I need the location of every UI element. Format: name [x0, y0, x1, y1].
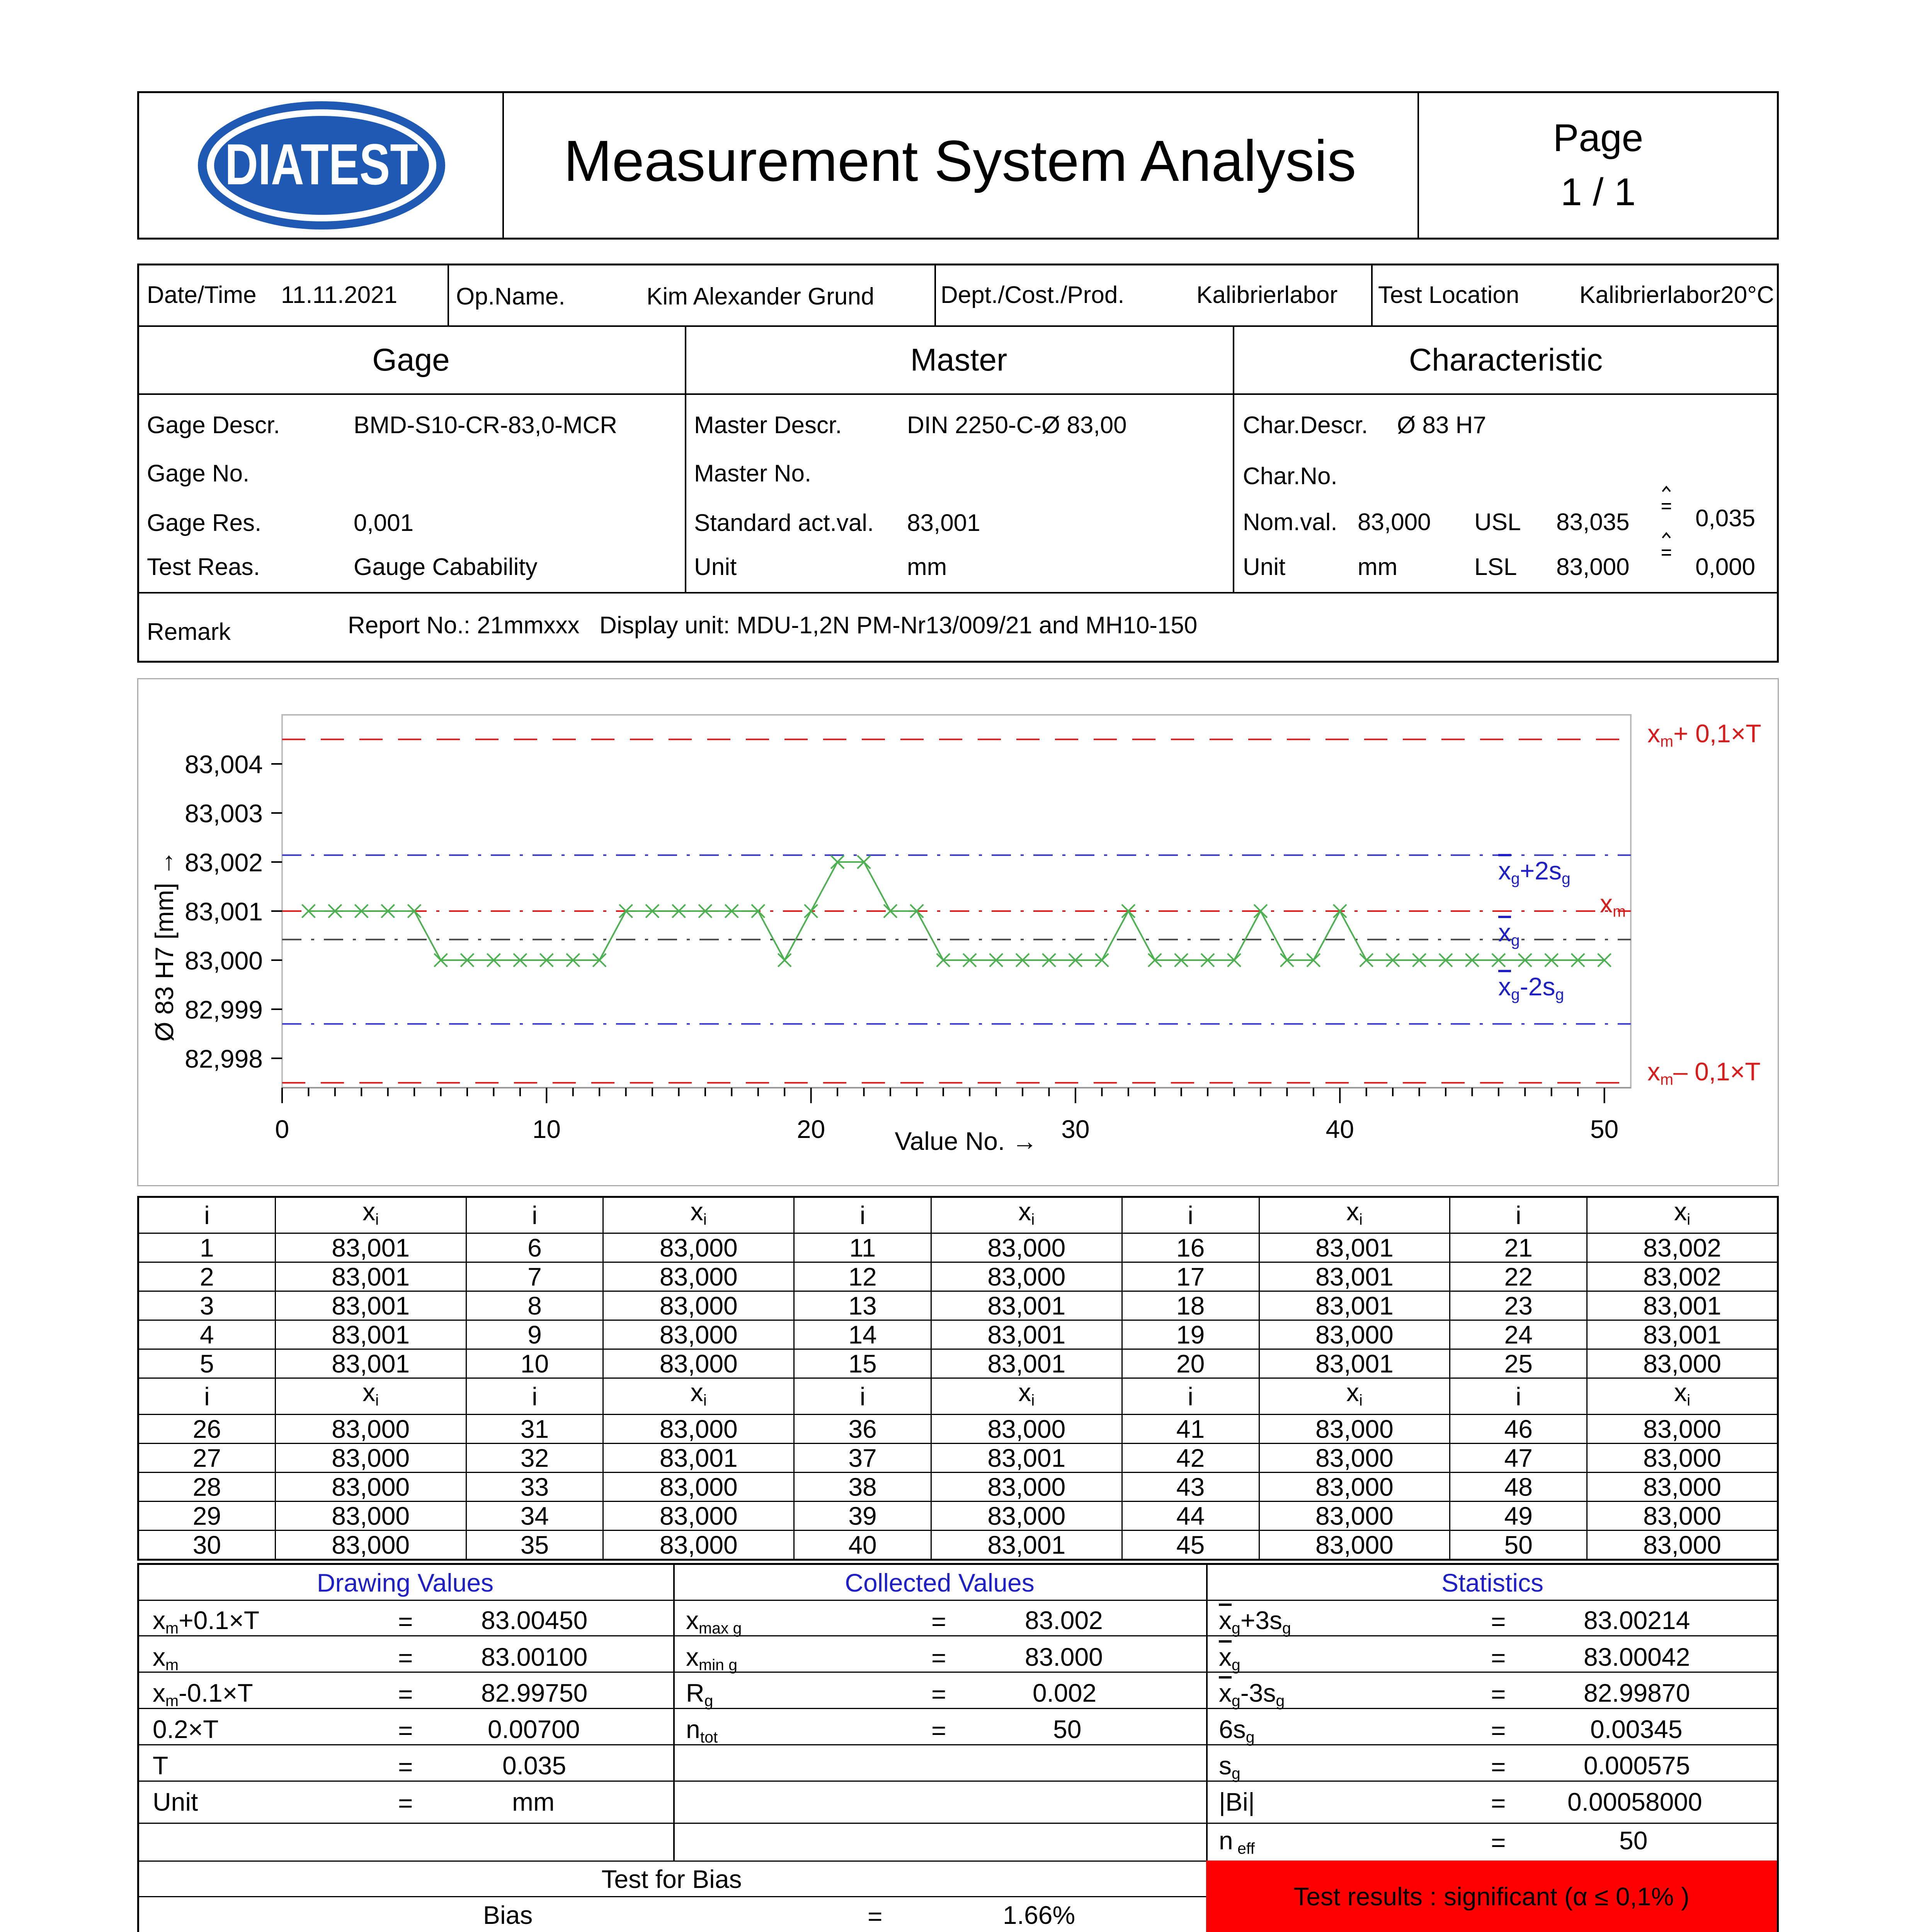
xg-plus-3sg-value: 83.00214	[1584, 1606, 1690, 1634]
master-unit-value: mm	[907, 554, 947, 580]
table-cell: 83,001	[1587, 1320, 1778, 1349]
table-cell: 83,001	[603, 1443, 794, 1472]
table-cell: 21	[1450, 1233, 1587, 1262]
table-cell: 20	[1122, 1349, 1259, 1378]
equals-sign: =	[931, 1680, 946, 1708]
equals-sign: =	[1491, 1752, 1506, 1781]
table-cell: 83,001	[931, 1320, 1122, 1349]
lsl-value: 83,000	[1556, 554, 1630, 580]
column-header-i: i	[1450, 1197, 1587, 1233]
table-cell: 2	[138, 1262, 276, 1291]
remark-value: Report No.: 21mmxxx Display unit: MDU-1,2N PM-Nr13/009/21 and MH10-150	[348, 612, 1198, 639]
bias-label: Bias	[483, 1901, 533, 1929]
column-header-x: $x_i$	[931, 1378, 1122, 1414]
table-cell: 4	[138, 1320, 276, 1349]
date-value: 11.11.2021	[281, 282, 398, 308]
xg-plus-3sg-label: $\overline{x}_g+3s_g$	[1219, 1606, 1291, 1637]
table-cell: 49	[1450, 1501, 1587, 1530]
table-cell: 8	[466, 1291, 603, 1320]
table-cell: 83,001	[275, 1349, 466, 1378]
char-descr-label: Char.Descr.	[1243, 412, 1368, 439]
gage-no-label: Gage No.	[147, 460, 250, 487]
usl-label: USL	[1474, 509, 1521, 536]
table-row	[138, 1414, 1778, 1443]
table-cell: 83,000	[1587, 1530, 1778, 1560]
xm-plus-label: $x_m+0.1\times T$	[153, 1606, 260, 1637]
table-cell: 42	[1122, 1443, 1259, 1472]
table-cell: 83,000	[603, 1233, 794, 1262]
table-cell: 37	[794, 1443, 931, 1472]
table-cell: 12	[794, 1262, 931, 1291]
table-cell: 83,000	[603, 1414, 794, 1443]
values-table	[137, 1196, 1779, 1561]
neff-label: n $_{eff}$	[1219, 1826, 1255, 1857]
standard-value-label: Standard act.val.	[694, 510, 874, 536]
operator-value: Kim Alexander Grund	[647, 283, 875, 310]
test-result-text: Test results : significant (α ≤ 0,1% )	[1293, 1882, 1690, 1911]
table-cell: 23	[1450, 1291, 1587, 1320]
y-tick-label: 83,004	[185, 750, 263, 779]
equals-sign: =	[868, 1902, 883, 1930]
usl-tolerance-value: 0,035	[1695, 505, 1756, 532]
sg-value: 0.000575	[1584, 1751, 1690, 1780]
table-cell: 32	[466, 1443, 603, 1472]
characteristic-heading: Characteristic	[1409, 342, 1603, 378]
gage-res-label: Gage Res.	[147, 510, 262, 536]
table-cell: 83,000	[1587, 1472, 1778, 1501]
table-cell: 83,001	[275, 1291, 466, 1320]
table-cell: 9	[466, 1320, 603, 1349]
char-unit-label: Unit	[1243, 554, 1286, 580]
standard-value: 83,001	[907, 510, 980, 536]
table-cell: 83,000	[1587, 1414, 1778, 1443]
table-cell: 83,000	[603, 1320, 794, 1349]
xg-minus-3sg-label: $\overline{x}_g-3s_g$	[1219, 1679, 1285, 1710]
column-header-i: i	[138, 1197, 276, 1233]
ref-label-lower-limit: $x_m-$ 0,1×T	[1647, 1057, 1761, 1088]
column-header-x: $x_i$	[1587, 1197, 1778, 1233]
equals-sign: =	[1491, 1607, 1506, 1636]
xmin-label: $x_{min g}$	[686, 1643, 738, 1674]
table-row	[138, 1349, 1778, 1378]
y-axis-label: Ø 83 H7 [mm] →	[150, 850, 179, 1042]
column-header-i: i	[1450, 1378, 1587, 1414]
master-heading: Master	[910, 342, 1007, 378]
table-cell: 48	[1450, 1472, 1587, 1501]
xmax-value: 83.002	[1025, 1606, 1103, 1634]
equals-sign: =	[398, 1643, 413, 1672]
table-cell: 83,000	[603, 1291, 794, 1320]
gage-res-value: 0,001	[354, 510, 414, 536]
ref-label-xg-minus-2sg: $\overline{x}_g-2s_g$	[1498, 972, 1564, 1003]
table-cell: 83,002	[1587, 1262, 1778, 1291]
unit-label: Unit	[153, 1787, 198, 1816]
logo-text: DIATEST	[225, 132, 418, 197]
equals-sign: =	[1491, 1716, 1506, 1745]
table-cell: 83,000	[1587, 1443, 1778, 1472]
y-tick-label: 82,999	[185, 995, 263, 1024]
table-cell: 83,001	[1259, 1262, 1450, 1291]
diatest-logo	[195, 99, 448, 232]
table-row	[138, 1291, 1778, 1320]
ref-label-xg-plus-2sg: $\overline{x}_g+2s_g$	[1498, 856, 1571, 888]
y-tick-label: 83,001	[185, 897, 263, 926]
lsl-tolerance-value: 0,000	[1695, 554, 1756, 580]
y-tick-label: 83,003	[185, 799, 263, 828]
test-reason-label: Test Reas.	[147, 554, 260, 580]
location-label: Test Location	[1378, 282, 1520, 308]
dept-value: Kalibrierlabor	[1196, 282, 1338, 308]
tolerance-value: 0.035	[502, 1751, 567, 1780]
table-cell: 83,001	[931, 1443, 1122, 1472]
test-for-bias-title: Test for Bias	[601, 1865, 742, 1893]
xm-minus-value: 82.99750	[481, 1679, 588, 1707]
master-unit-label: Unit	[694, 554, 737, 580]
table-cell: 33	[466, 1472, 603, 1501]
six-sg-value: 0.00345	[1590, 1715, 1683, 1743]
table-cell: 25	[1450, 1349, 1587, 1378]
table-cell: 83,000	[275, 1530, 466, 1560]
table-cell: 83,000	[931, 1472, 1122, 1501]
column-header-x: $x_i$	[1587, 1378, 1778, 1414]
table-row	[138, 1262, 1778, 1291]
table-cell: 1	[138, 1233, 276, 1262]
date-label: Date/Time	[147, 282, 257, 308]
equals-sign: =	[398, 1789, 413, 1817]
table-cell: 83,000	[603, 1472, 794, 1501]
table-cell: 83,001	[1587, 1291, 1778, 1320]
ntot-value: 50	[1053, 1715, 1082, 1743]
table-cell: 83,002	[1587, 1233, 1778, 1262]
table-cell: 19	[1122, 1320, 1259, 1349]
column-header-x: $x_i$	[603, 1197, 794, 1233]
table-header-row	[138, 1378, 1778, 1414]
y-tick-label: 83,002	[185, 848, 263, 877]
table-row	[138, 1443, 1778, 1472]
table-cell: 83,001	[275, 1262, 466, 1291]
table-row	[138, 1501, 1778, 1530]
nominal-value: 83,000	[1358, 509, 1431, 536]
master-descr-value: DIN 2250-C-Ø 83,00	[907, 412, 1127, 439]
table-cell: 83,000	[603, 1262, 794, 1291]
master-descr-label: Master Descr.	[694, 412, 842, 439]
table-cell: 44	[1122, 1501, 1259, 1530]
table-cell: 45	[1122, 1530, 1259, 1560]
xmin-value: 83.000	[1025, 1643, 1103, 1671]
drawing-values-title: Drawing Values	[316, 1568, 494, 1597]
table-cell: 17	[1122, 1262, 1259, 1291]
table-cell: 83,001	[275, 1320, 466, 1349]
info-box	[137, 264, 1779, 663]
table-cell: 83,000	[603, 1530, 794, 1560]
ntot-label: $n_{tot}$	[686, 1715, 718, 1746]
table-cell: 6	[466, 1233, 603, 1262]
table-cell: 83,001	[1259, 1349, 1450, 1378]
equals-sign: =	[398, 1752, 413, 1781]
table-cell: 35	[466, 1530, 603, 1560]
page-label: Page	[1553, 116, 1644, 160]
table-cell: 46	[1450, 1414, 1587, 1443]
column-header-i: i	[794, 1197, 931, 1233]
table-cell: 83,000	[275, 1501, 466, 1530]
table-cell: 83,000	[931, 1262, 1122, 1291]
x-tick-label: 40	[1326, 1115, 1354, 1143]
table-cell: 83,000	[931, 1414, 1122, 1443]
table-cell: 30	[138, 1530, 276, 1560]
neff-value: 50	[1619, 1826, 1648, 1855]
table-cell: 24	[1450, 1320, 1587, 1349]
x-tick-label: 30	[1061, 1115, 1090, 1143]
test-reason-value: Gauge Cabability	[354, 554, 538, 580]
two-tenth-t-value: 0.00700	[488, 1715, 580, 1743]
column-header-x: $x_i$	[1259, 1378, 1450, 1414]
column-header-i: i	[794, 1378, 931, 1414]
bias-abs-value: 0.00058000	[1567, 1787, 1702, 1816]
table-cell: 16	[1122, 1233, 1259, 1262]
xm-minus-label: $x_m-0.1\times T$	[153, 1679, 253, 1710]
equals-sign: =	[1491, 1789, 1506, 1817]
table-cell: 83,000	[275, 1443, 466, 1472]
range-value: 0.002	[1033, 1679, 1097, 1707]
equals-sign: =	[931, 1643, 946, 1672]
table-cell: 83,001	[1259, 1233, 1450, 1262]
table-cell: 50	[1450, 1530, 1587, 1560]
tolerance-hat-symbol	[1658, 484, 1675, 520]
table-cell: 26	[138, 1414, 276, 1443]
tolerance-hat-symbol	[1658, 530, 1675, 567]
column-header-x: $x_i$	[931, 1197, 1122, 1233]
table-cell: 40	[794, 1530, 931, 1560]
table-cell: 83,000	[1259, 1530, 1450, 1560]
table-cell: 18	[1122, 1291, 1259, 1320]
gage-descr-label: Gage Descr.	[147, 412, 280, 439]
xm-plus-value: 83.00450	[481, 1606, 588, 1634]
operator-label: Op.Name.	[456, 283, 565, 310]
equals-sign: =	[398, 1716, 413, 1745]
equals-sign: =	[1491, 1680, 1506, 1708]
xmax-label: $x_{max g}$	[686, 1606, 742, 1637]
char-no-label: Char.No.	[1243, 463, 1337, 490]
column-header-i: i	[138, 1378, 276, 1414]
bias-abs-label: |Bi|	[1219, 1787, 1255, 1816]
table-row	[138, 1233, 1778, 1262]
column-header-i: i	[466, 1378, 603, 1414]
table-cell: 83,000	[1259, 1320, 1450, 1349]
table-cell: 47	[1450, 1443, 1587, 1472]
table-cell: 83,000	[275, 1472, 466, 1501]
table-row	[138, 1530, 1778, 1560]
table-cell: 28	[138, 1472, 276, 1501]
equals-sign: =	[398, 1607, 413, 1636]
x-axis-label: Value No. →	[895, 1127, 1038, 1155]
usl-value: 83,035	[1556, 509, 1630, 536]
data-point-20	[805, 905, 818, 918]
table-cell: 83,000	[603, 1349, 794, 1378]
page-number: 1 / 1	[1560, 170, 1636, 214]
table-cell: 29	[138, 1501, 276, 1530]
x-tick-label: 10	[532, 1115, 561, 1143]
table-cell: 36	[794, 1414, 931, 1443]
column-header-x: $x_i$	[1259, 1197, 1450, 1233]
char-descr-value: Ø 83 H7	[1397, 412, 1486, 439]
table-cell: 83,000	[1259, 1472, 1450, 1501]
y-tick-label: 83,000	[185, 946, 263, 975]
remark-label: Remark	[147, 619, 231, 645]
ref-label-upper-limit: $x_m+ 0,1\times T$	[1647, 719, 1761, 750]
tolerance-label: T	[153, 1751, 168, 1780]
table-cell: 83,000	[1587, 1349, 1778, 1378]
table-cell: 83,000	[1587, 1501, 1778, 1530]
equals-sign: =	[1491, 1828, 1506, 1857]
plot-area	[282, 715, 1631, 1088]
table-cell: 31	[466, 1414, 603, 1443]
table-cell: 83,001	[931, 1349, 1122, 1378]
sg-label: $s_g$	[1219, 1751, 1240, 1782]
table-cell: 83,000	[1259, 1443, 1450, 1472]
table-cell: 15	[794, 1349, 931, 1378]
gage-descr-value: BMD-S10-CR-83,0-MCR	[354, 412, 618, 439]
table-cell: 83,000	[931, 1501, 1122, 1530]
table-cell: 38	[794, 1472, 931, 1501]
measurement-chart	[137, 678, 1779, 1186]
column-header-x: $x_i$	[603, 1378, 794, 1414]
master-no-label: Master No.	[694, 460, 812, 487]
ref-label-xm: $x_m$	[1600, 889, 1626, 920]
table-cell: 83,001	[275, 1233, 466, 1262]
xg-value: 83.00042	[1584, 1643, 1690, 1671]
report-title: Measurement System Analysis	[563, 128, 1356, 193]
two-tenth-t-label: 0.2×T	[153, 1715, 219, 1743]
nominal-label: Nom.val.	[1243, 509, 1337, 536]
table-cell: 13	[794, 1291, 931, 1320]
equals-sign: =	[931, 1716, 946, 1745]
ref-label-xg: $\overline{x}_g$	[1498, 918, 1520, 949]
location-value: Kalibrierlabor20°C	[1579, 282, 1774, 308]
table-row	[138, 1472, 1778, 1501]
table-cell: 27	[138, 1443, 276, 1472]
table-cell: 83,000	[275, 1414, 466, 1443]
table-header-row	[138, 1197, 1778, 1233]
table-cell: 83,001	[1259, 1291, 1450, 1320]
equals-sign: =	[931, 1607, 946, 1636]
collected-values-title: Collected Values	[845, 1568, 1035, 1597]
table-cell: 10	[466, 1349, 603, 1378]
table-cell: 11	[794, 1233, 931, 1262]
lsl-label: LSL	[1474, 554, 1517, 580]
column-header-i: i	[1122, 1197, 1259, 1233]
x-tick-label: 50	[1590, 1115, 1619, 1143]
equals-sign: =	[398, 1680, 413, 1708]
table-cell: 83,001	[931, 1291, 1122, 1320]
table-cell: 34	[466, 1501, 603, 1530]
unit-value: mm	[512, 1787, 555, 1816]
table-cell: 83,000	[1259, 1414, 1450, 1443]
xg-minus-3sg-value: 82.99870	[1584, 1679, 1690, 1707]
table-cell: 14	[794, 1320, 931, 1349]
gage-heading: Gage	[372, 342, 450, 378]
six-sg-label: $6s_g$	[1219, 1715, 1255, 1746]
xm-label: $x_m$	[153, 1643, 179, 1674]
table-cell: 5	[138, 1349, 276, 1378]
table-cell: 7	[466, 1262, 603, 1291]
table-cell: 83,000	[931, 1233, 1122, 1262]
range-label: $R_g$	[686, 1679, 713, 1710]
x-tick-label: 20	[796, 1115, 825, 1143]
statistics-title: Statistics	[1441, 1568, 1544, 1597]
dept-label: Dept./Cost./Prod.	[941, 282, 1125, 308]
table-cell: 22	[1450, 1262, 1587, 1291]
table-cell: 43	[1122, 1472, 1259, 1501]
table-cell: 83,000	[1259, 1501, 1450, 1530]
column-header-x: $x_i$	[275, 1197, 466, 1233]
table-cell: 83,001	[931, 1530, 1122, 1560]
column-header-i: i	[466, 1197, 603, 1233]
table-cell: 39	[794, 1501, 931, 1530]
column-header-x: $x_i$	[275, 1378, 466, 1414]
bias-value: 1.66%	[1003, 1901, 1075, 1929]
table-cell: 41	[1122, 1414, 1259, 1443]
x-tick-label: 0	[275, 1115, 289, 1143]
data-point-19	[778, 954, 791, 967]
equals-sign: =	[1491, 1643, 1506, 1672]
table-cell: 83,000	[603, 1501, 794, 1530]
column-header-i: i	[1122, 1378, 1259, 1414]
table-row	[138, 1320, 1778, 1349]
table-cell: 3	[138, 1291, 276, 1320]
xg-label: $\overline{x}_g$	[1219, 1643, 1240, 1674]
xm-value: 83.00100	[481, 1643, 588, 1671]
char-unit-value: mm	[1358, 554, 1398, 580]
y-tick-label: 82,998	[185, 1044, 263, 1073]
